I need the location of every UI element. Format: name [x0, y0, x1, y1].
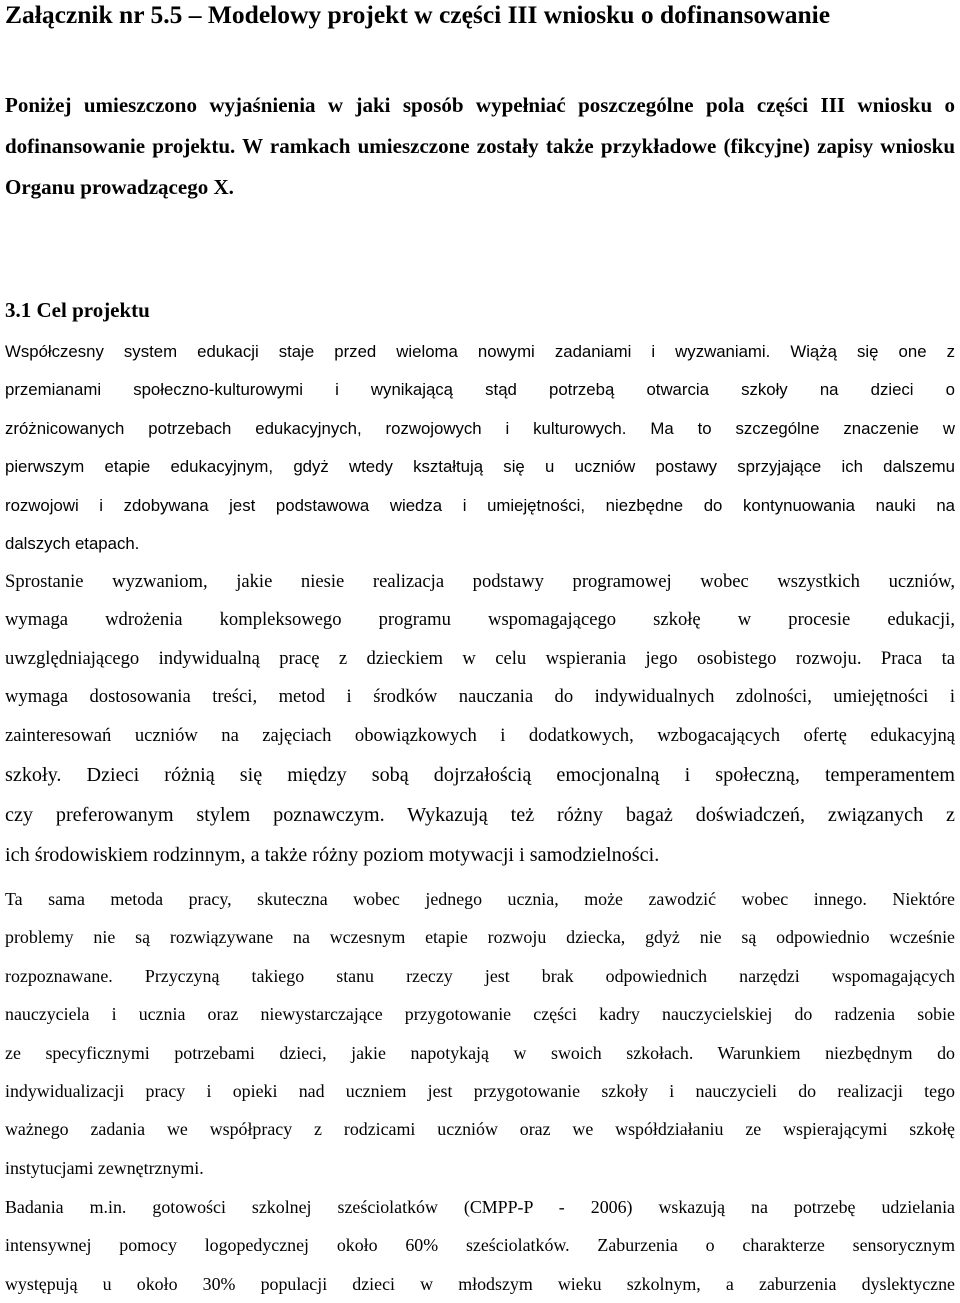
body-line: wymaga wdrożenia kompleksowego programu wspomagającego szkołę w procesie edukacji, [5, 609, 955, 631]
body-line: zainteresowań uczniów na zajęciach obowiązkowych i dodatkowych, wzbogacających ofertę edukacyjną [5, 724, 955, 746]
paragraph-2 [5, 563, 955, 875]
body-line: ich środowiskiem rodzinnym, a także różny poziom motywacji i samodzielności. [5, 843, 660, 866]
body-line: zróżnicowanych potrzebach edukacyjnych, rozwojowych i kulturowych. Ma to szczególne znaczenie w [5, 418, 955, 438]
body-line: rozpoznawane. Przyczyną takiego stanu rzeczy jest brak odpowiednich narzędzi wspomagających [5, 965, 955, 986]
body-line: wymaga dostosowania treści, metod i środków nauczania do indywidualnych zdolności, umiejętności i [5, 686, 955, 708]
body-line: przemianami społeczno-kulturowymi i wynikającą stąd potrzebą otwarcia szkoły na dzieci o [5, 380, 955, 400]
paragraph-3 [5, 880, 955, 1187]
body-line: problemy nie są rozwiązywane na wczesnym etapie rozwoju dziecka, gdyż nie są odpowiednio wcześnie [5, 927, 955, 948]
section-heading: 3.1 Cel projektu [5, 298, 150, 322]
body-line: szkoły. Dzieci różnią się między sobą dojrzałością emocjonalną i społeczną, temperamentem [5, 763, 955, 786]
body-line: pierwszym etapie edukacyjnym, gdyż wtedy kształtują się u uczniów postawy sprzyjające ich dalszemu [5, 457, 955, 477]
body-line: uwzględniającego indywidualną pracę z dzieckiem w celu wspierania jego osobistego rozwoju. Praca ta [5, 647, 955, 669]
body-line: czy preferowanym stylem poznawczym. Wykazują też różny bagaż doświadczeń, związanych z [5, 803, 955, 826]
body-line: Badania m.in. gotowości szkolnej sześciolatków (CMPP-P - 2006) wskazują na potrzebę udzielania [5, 1197, 955, 1217]
body-line: Współczesny system edukacji staje przed wieloma nowymi zadaniami i wyzwaniami. Wiążą się one z [5, 342, 955, 361]
body-line: rozwojowi i zdobywana jest podstawowa wiedza i umiejętności, niezbędne do kontynuowania nauki na [5, 495, 955, 515]
paragraph-4 [5, 1188, 955, 1303]
body-line: ze specyficznymi potrzebami dzieci, jakie napotykają w swoich szkołach. Warunkiem niezbędnym do [5, 1042, 955, 1063]
body-line: Sprostanie wyzwaniom, jakie niesie realizacja podstawy programowej wobec wszystkich uczniów, [5, 571, 955, 592]
body-line: ważnego zadania we współpracy z rodzicami uczniów oraz we współdziałaniu ze wspierającymi szkołę [5, 1119, 955, 1140]
intro-paragraph: Poniżej umieszczono wyjaśnienia w jaki sposób wypełniać poszczególne pola części III wniosku o dofinansowanie projektu. W ramkach umieszczone zostały także przykładowe (fikcyjne) zapisy wniosku Organu prowadzącego X. [5, 93, 955, 199]
body-line: indywidualizacji pracy i opieki nad uczniem jest przygotowanie szkoły i nauczycieli do realizacji tego [5, 1080, 955, 1101]
paragraph-1 [5, 333, 955, 563]
body-line: Ta sama metoda pracy, skuteczna wobec jednego ucznia, może zawodzić wobec innego. Niektóre [5, 889, 955, 909]
body-line: intensywnej pomocy logopedycznej około 60% sześciolatków. Zaburzenia o charakterze sensorycznym [5, 1235, 955, 1256]
body-line: nauczyciela i ucznia oraz niewystarczające przygotowanie części kadry nauczycielskiej do radzenia sobie [5, 1004, 955, 1025]
page-title: Załącznik nr 5.5 – Modelowy projekt w części III wniosku o dofinansowanie [5, 0, 831, 29]
body-line: instytucjami zewnętrznymi. [5, 1157, 204, 1178]
body-line: występują u około 30% populacji dzieci w młodszym wieku szkolnym, a zaburzenia dyslektyczne [5, 1273, 955, 1294]
body-line: dalszych etapach. [5, 533, 140, 553]
